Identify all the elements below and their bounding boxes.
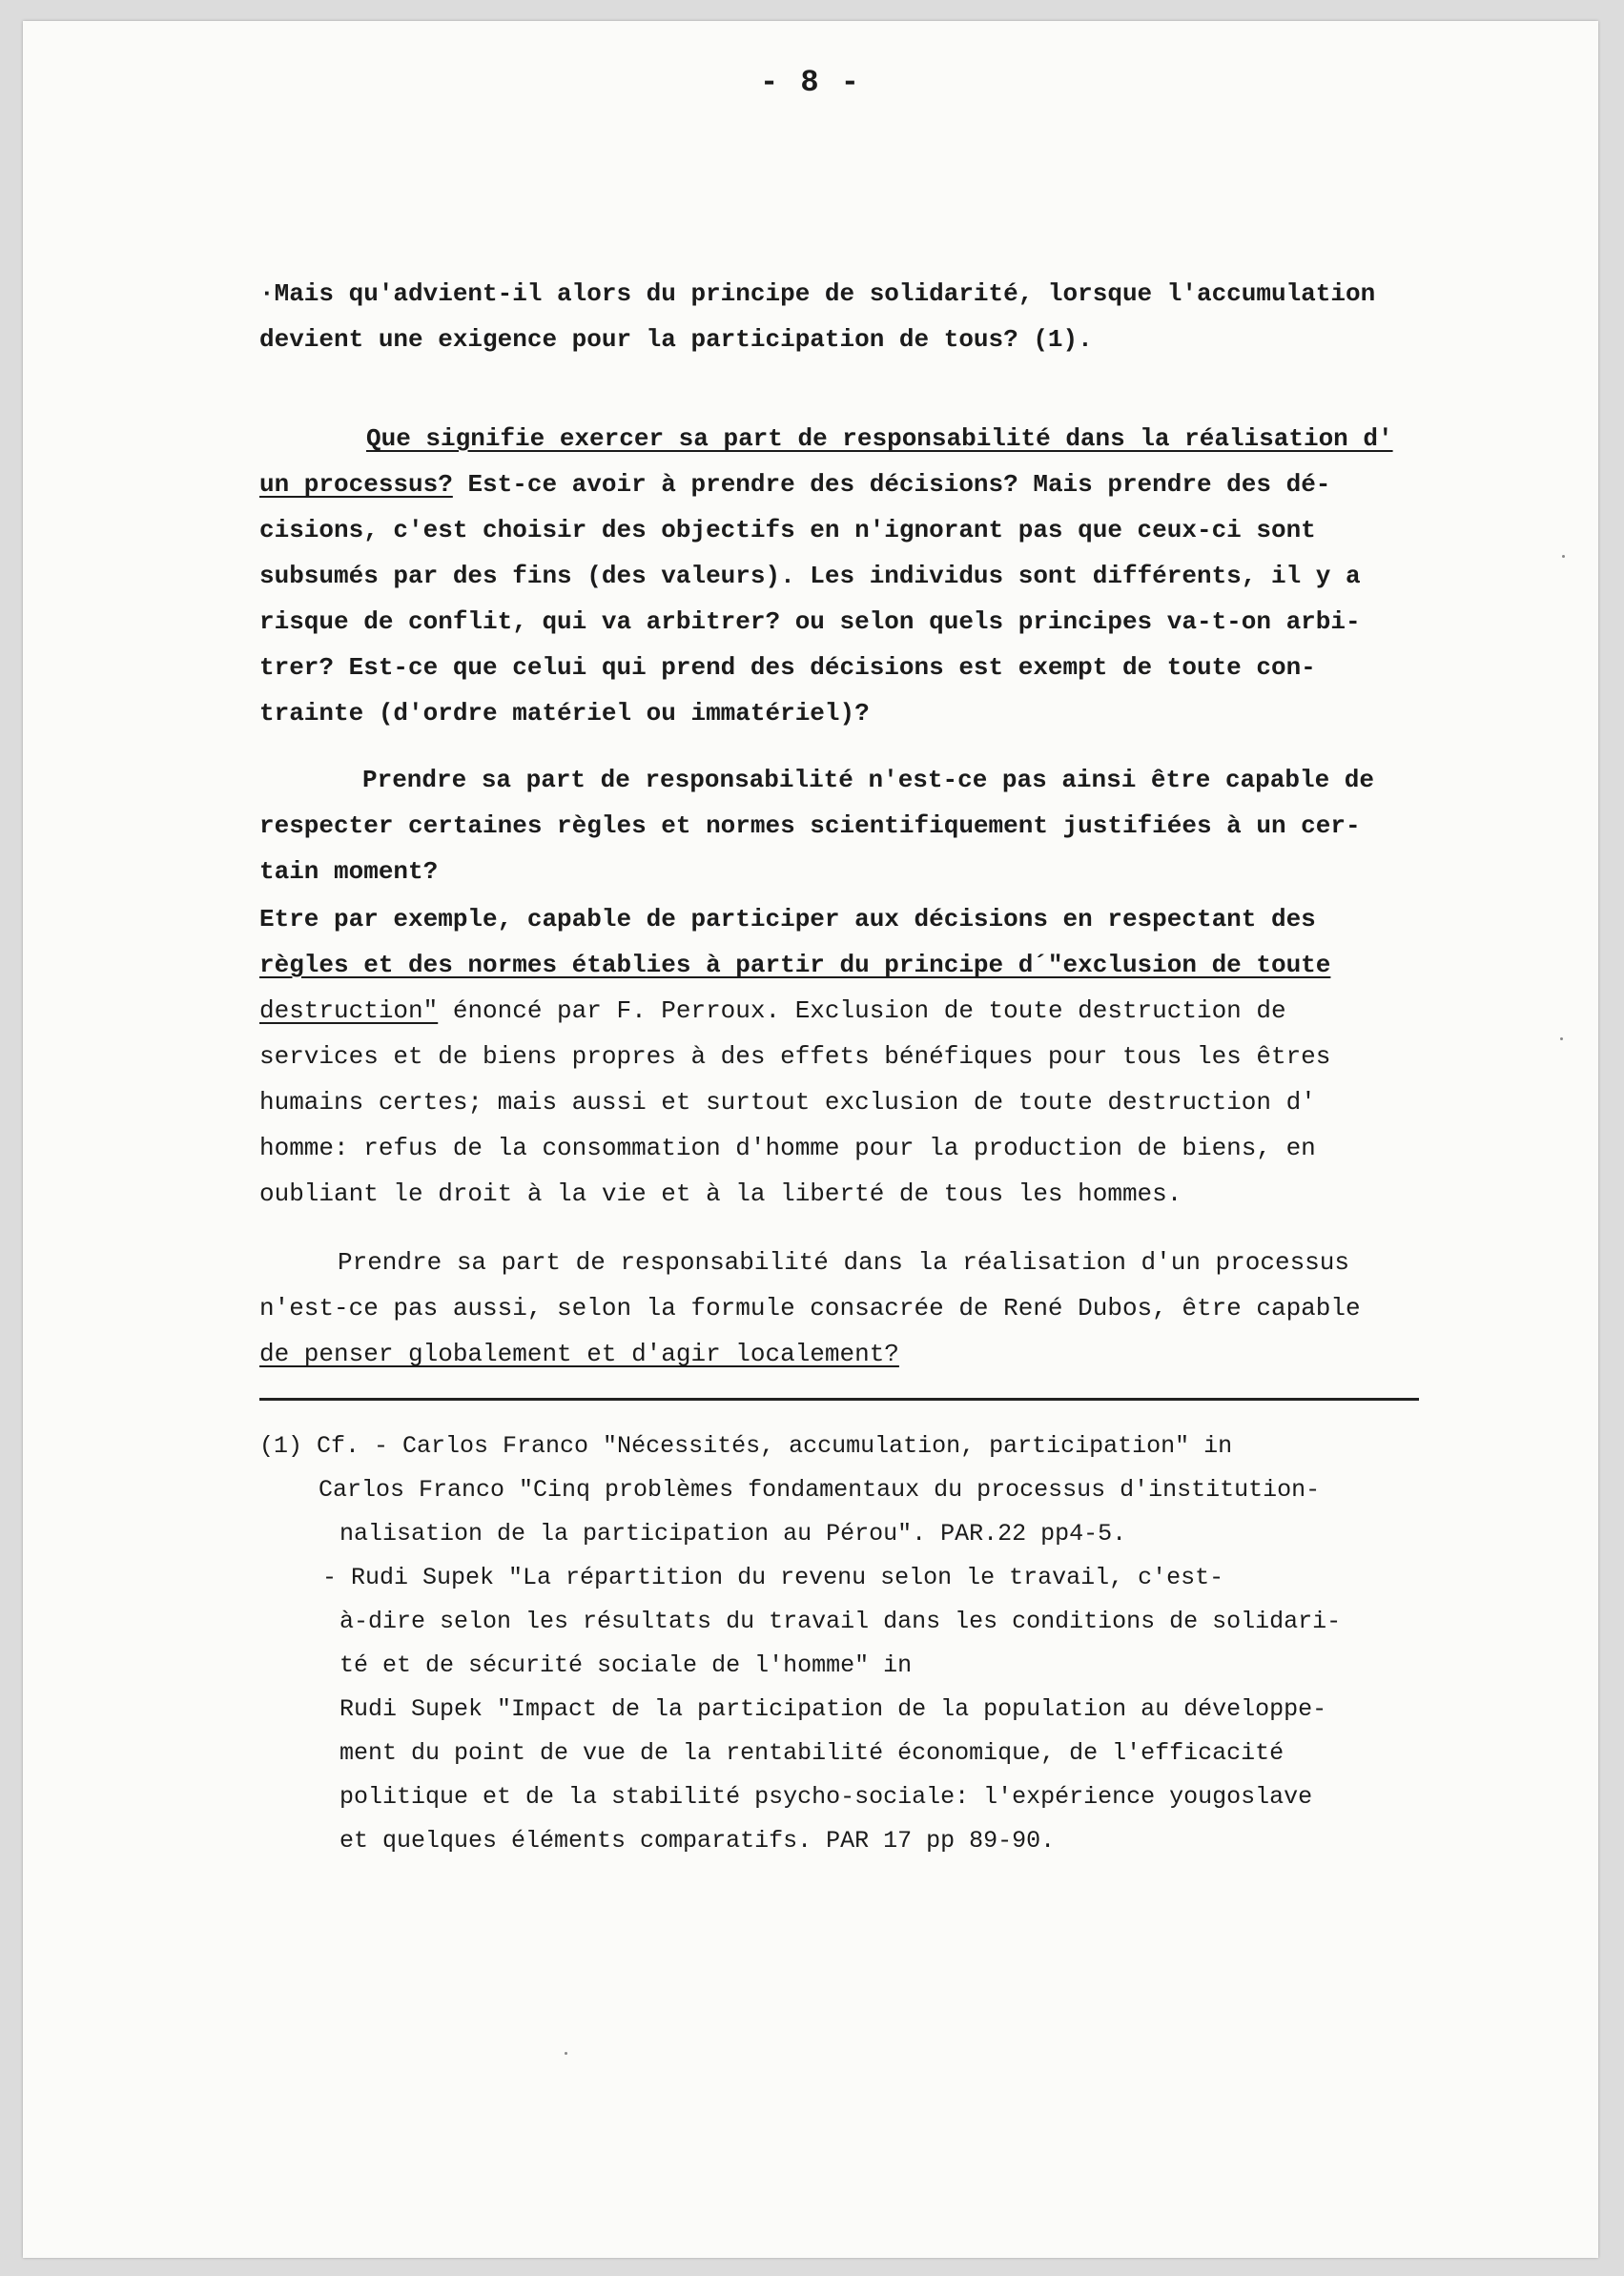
footnote-line: té et de sécurité sociale de l'homme" in bbox=[339, 1651, 913, 1679]
text-line: Prendre sa part de responsabilité n'est-ce pas ainsi être capable de bbox=[362, 766, 1374, 794]
text-line: Prendre sa part de responsabilité dans la réalisation d'un processus bbox=[338, 1248, 1349, 1277]
text-line: risque de conflit, qui va arbitrer? ou selon quels principes va-t-on arbi- bbox=[259, 607, 1361, 636]
footnote-line: politique et de la stabilité psycho-sociale: l'expérience yougoslave bbox=[339, 1783, 1313, 1811]
paper-speck bbox=[1562, 555, 1565, 558]
footnote-line: à-dire selon les résultats du travail dans les conditions de solidari- bbox=[339, 1608, 1342, 1635]
text-line bbox=[259, 942, 1330, 988]
paragraph-think-globally bbox=[259, 1240, 1361, 1377]
text-line: devient une exigence pour la participation de tous? (1). bbox=[259, 325, 1093, 354]
text-line: humains certes; mais aussi et surtout exclusion de toute destruction d' bbox=[259, 1088, 1316, 1117]
text-line: trer? Est-ce que celui qui prend des décisions est exempt de toute con- bbox=[259, 653, 1316, 682]
text-line bbox=[259, 461, 1393, 507]
text-line bbox=[259, 1331, 1361, 1377]
text-line: homme: refus de la consommation d'homme pour la production de biens, en bbox=[259, 1134, 1316, 1162]
text-line: oubliant le droit à la vie et à la liberté de tous les hommes. bbox=[259, 1179, 1182, 1208]
underlined-phrase: un processus? bbox=[259, 470, 453, 499]
underlined-phrase: Que signifie exercer sa part de responsabilité dans la réalisation d' bbox=[366, 424, 1393, 453]
footnote-line: Rudi Supek "Impact de la participation de la population au développe- bbox=[339, 1695, 1327, 1723]
underlined-phrase: destruction" bbox=[259, 996, 439, 1025]
footnote-line: ment du point de vue de la rentabilité économique, de l'efficacité bbox=[339, 1739, 1285, 1767]
footnotes bbox=[259, 1425, 1341, 1863]
text-line: n'est-ce pas aussi, selon la formule consacrée de René Dubos, être capable bbox=[259, 1294, 1361, 1323]
footnote-line: nalisation de la participation au Pérou". PAR.22 pp4-5. bbox=[339, 1520, 1127, 1548]
paper-speck bbox=[1560, 1037, 1563, 1040]
paragraph-responsibility-question bbox=[259, 416, 1393, 736]
text-line: trainte (d'ordre matériel ou immatériel)? bbox=[259, 699, 870, 728]
text-line: Etre par exemple, capable de participer aux décisions en respectant des bbox=[259, 905, 1316, 933]
text-fragment: énoncé par F. Perroux. Exclusion de toute destruction de bbox=[438, 996, 1286, 1025]
text-line: services et de biens propres à des effets bénéfiques pour tous les êtres bbox=[259, 1042, 1331, 1071]
text-line: cisions, c'est choisir des objectifs en n'ignorant pas que ceux-ci sont bbox=[259, 516, 1316, 544]
text-line bbox=[259, 988, 1330, 1034]
footnote-line: (1) Cf. - Carlos Franco "Nécessités, accumulation, participation" in bbox=[259, 1432, 1233, 1460]
footnote-line: et quelques éléments comparatifs. PAR 17 pp 89-90. bbox=[339, 1827, 1056, 1855]
text-line: respecter certaines règles et normes scientifiquement justifiées à un cer- bbox=[259, 811, 1361, 840]
document-page bbox=[23, 21, 1598, 2258]
paragraph-solidarity bbox=[259, 271, 1375, 362]
paper-speck bbox=[565, 2052, 567, 2055]
text-fragment: Est-ce avoir à prendre des décisions? Mais prendre des dé- bbox=[452, 470, 1331, 499]
page-number: - 8 - bbox=[759, 65, 861, 100]
paragraph-exclusion-destruction bbox=[259, 896, 1330, 1217]
underlined-phrase: règles et des normes établies à partir du principe d´"exclusion de toute bbox=[259, 951, 1331, 979]
footnote-line: Carlos Franco "Cinq problèmes fondamentaux du processus d'institution- bbox=[319, 1476, 1321, 1504]
paragraph-rules-norms bbox=[259, 757, 1374, 894]
text-line bbox=[259, 416, 1393, 461]
text-line: subsumés par des fins (des valeurs). Les individus sont différents, il y a bbox=[259, 562, 1361, 590]
underlined-phrase: de penser globalement et d'agir localement? bbox=[259, 1340, 899, 1368]
text-line: ·Mais qu'advient-il alors du principe de solidarité, lorsque l'accumulation bbox=[259, 279, 1376, 308]
footnote-line: - Rudi Supek "La répartition du revenu selon le travail, c'est- bbox=[322, 1564, 1224, 1591]
text-line: tain moment? bbox=[259, 857, 439, 886]
footnote-separator bbox=[259, 1398, 1419, 1401]
